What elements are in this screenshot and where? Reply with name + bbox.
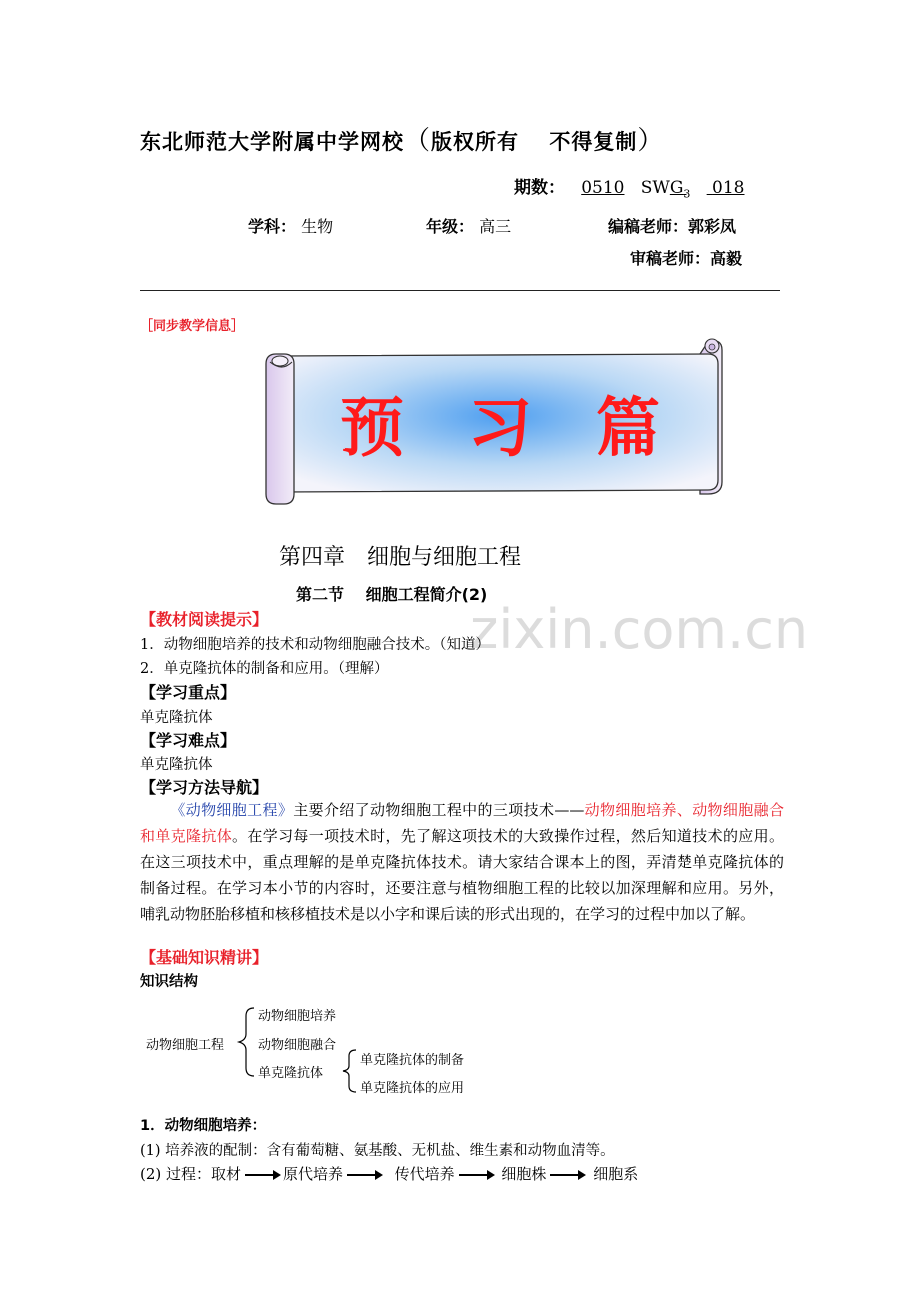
key-points-heading: 【学习重点】 <box>140 683 237 702</box>
reading-tip-item: 1．动物细胞培养的技术和动物细胞融合技术。（知道） <box>140 637 490 653</box>
flow-prefix: (2) 过程： <box>140 1165 212 1183</box>
structure-label: 知识结构 <box>140 974 198 990</box>
flow-step: 细胞株 <box>501 1165 547 1183</box>
section-title: 第二节 细胞工程简介(2) <box>296 585 488 604</box>
method-heading: 【学习方法导航】 <box>140 778 269 797</box>
banner-text: 预 习 篇 <box>340 392 660 466</box>
reading-tip-item: 2．单克隆抗体的制备和应用。（理解） <box>140 661 389 677</box>
subject-value: 生物 <box>301 217 334 236</box>
item1-title: 1．动物细胞培养： <box>140 1118 267 1134</box>
method-book-title: 《动物细胞工程》 <box>170 801 294 819</box>
editor-field: 编稿老师：郭彩凤 <box>608 217 737 236</box>
school-name: 东北师范大学附属中学网校 <box>140 129 404 154</box>
reviewer-value: 高毅 <box>710 249 743 268</box>
scroll-banner <box>260 334 730 506</box>
item1-line1: (1) 培养液的配制：含有葡萄糖、氨基酸、无机盐、维生素和动物血清等。 <box>140 1143 615 1159</box>
tree-child: 动物细胞培养 <box>258 1009 337 1024</box>
method-paragraph: 《动物细胞工程》主要介绍了动物细胞工程中的三项技术——动物细胞培养、动物细胞融合和单克隆抗体。在学习每一项技术时，先了解这项技术的大致操作过程，然后知道技术的应用。在这三项技术中，重点理解的是单克隆抗体技术。请大家结合课本上的图，弄清楚单克隆抗体的制备过程。在学习本小节的内容时，还要注意与植物细胞工程的比较以加深理解和应用。另外，哺乳动物胚胎移植和核移植技术是以小字和课后读的形式出现的，在学习的过程中加以了解。 <box>140 801 784 923</box>
flow-step: 传代培养 <box>394 1165 455 1183</box>
issue-code: 0510 <box>581 178 625 198</box>
arrow-icon <box>245 1174 279 1176</box>
tree-brace <box>236 1006 258 1078</box>
watermark: zixin.com.cn <box>470 598 809 661</box>
issue-swg: SW <box>640 178 670 198</box>
flow-step: 取材 <box>211 1165 242 1183</box>
tree-root: 动物细胞工程 <box>146 1038 225 1053</box>
issue-g: $G_3$ <box>669 178 691 201</box>
arrow-icon <box>347 1174 381 1176</box>
difficulties-heading: 【学习难点】 <box>140 731 237 750</box>
difficulties-text: 单克隆抗体 <box>140 757 213 773</box>
paren-open: （ <box>404 126 432 156</box>
reading-tips-heading: 【教材阅读提示】 <box>140 610 269 629</box>
tree-grandchild: 单克隆抗体的应用 <box>360 1081 465 1096</box>
basics-heading: 【基础知识精讲】 <box>140 948 269 967</box>
paren-close: ） <box>637 126 665 156</box>
subject-field: 学科： 生物 <box>248 217 334 236</box>
grade-field: 年级： 高三 <box>426 217 512 236</box>
school-title <box>140 120 664 157</box>
arrow-icon <box>459 1174 493 1176</box>
arrow-icon <box>550 1174 584 1176</box>
flow-step: 原代培养 <box>283 1165 344 1183</box>
flow-step: 细胞系 <box>593 1165 639 1183</box>
tree-grandchild: 单克隆抗体的制备 <box>360 1053 465 1068</box>
process-flow <box>140 1163 638 1184</box>
issue-number <box>514 173 745 200</box>
chapter-title: 第四章 细胞与细胞工程 <box>279 545 522 570</box>
sync-tag: ［同步教学信息］ <box>140 319 245 334</box>
editor-value: 郭彩凤 <box>688 217 737 236</box>
issue-label: 期数： <box>514 178 565 198</box>
reviewer-field: 审稿老师：高毅 <box>630 249 743 268</box>
tree-brace-sub <box>340 1048 360 1094</box>
tree-child: 单克隆抗体 <box>258 1066 324 1081</box>
tree-child: 动物细胞融合 <box>258 1038 337 1053</box>
method-highlight: 动物细胞培养、动物细胞融合和单克隆抗体 <box>140 801 784 845</box>
key-points-text: 单克隆抗体 <box>140 710 213 726</box>
grade-value: 高三 <box>479 217 512 236</box>
header-divider <box>140 290 780 291</box>
copyright-notice: 版权所有 不得复制 <box>431 129 638 154</box>
issue-num: 018 <box>712 178 745 198</box>
